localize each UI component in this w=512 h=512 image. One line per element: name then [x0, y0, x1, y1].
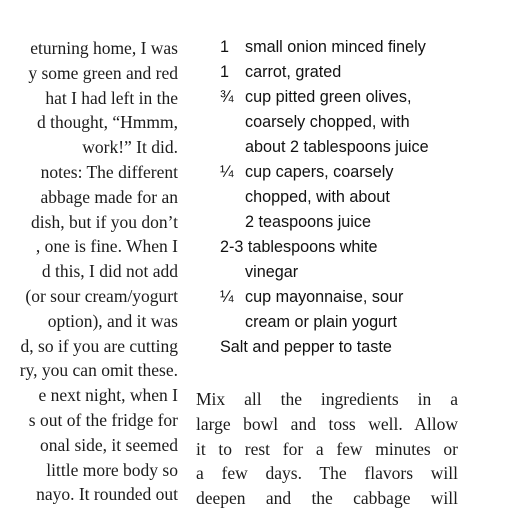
ingredient-line: cup pitted green olives,	[245, 88, 412, 106]
ingredient-description	[245, 35, 426, 60]
ingredient-item	[220, 235, 512, 285]
body-text-line: ry, you can omit these.	[19, 360, 178, 381]
ingredient-line: small onion minced finely	[245, 38, 426, 56]
instructions-line: deepen and the cabbage will	[196, 488, 458, 509]
ingredient-description	[245, 85, 429, 160]
ingredient-item	[220, 35, 512, 60]
body-text-line: hat I had left in the	[45, 87, 178, 108]
ingredient-description	[245, 60, 341, 85]
ingredient-item	[220, 85, 512, 160]
body-text-line: e next night, when I	[38, 385, 178, 406]
body-text-line: onal side, it seemed	[39, 434, 178, 455]
instructions-line: a few days. The flavors will	[196, 463, 458, 484]
ingredient-quantity: ¼	[220, 163, 234, 181]
instructions-line: large bowl and toss well. Allow	[196, 413, 458, 434]
ingredient-line: carrot, grated	[245, 63, 342, 81]
body-text-line: work!” It did.	[82, 137, 178, 158]
ingredient-line: about 2 tablespoons juice	[245, 138, 429, 156]
ingredient-quantity: 1	[220, 63, 230, 81]
ingredient-item	[220, 60, 512, 85]
ingredient-line: cup mayonnaise, sour	[245, 288, 404, 306]
body-text-line: , one is fine. When I	[35, 236, 178, 257]
body-text-line: (or sour cream/yogurt	[25, 285, 178, 306]
ingredient-item	[220, 160, 512, 235]
ingredient-item	[220, 335, 512, 360]
instructions-line: Mix all the ingredients in a	[196, 389, 458, 409]
ingredient-line: 2 teaspoons juice	[245, 213, 371, 231]
ingredient-quantity: ¾	[220, 88, 234, 106]
body-text-line: notes: The different	[40, 161, 178, 182]
ingredient-line: Salt and pepper to taste	[220, 338, 392, 356]
instructions-paragraph	[196, 387, 458, 511]
ingredient-quantity: 1	[220, 38, 230, 56]
body-text-line: d, so if you are cutting	[20, 335, 178, 356]
body-text-line: little more body so	[46, 459, 178, 480]
body-text-line: d thought, “Hmmm,	[37, 112, 178, 133]
body-text-line: s out of the fridge for	[28, 409, 178, 430]
ingredient-description	[245, 285, 403, 335]
ingredient-line: cup capers, coarsely	[245, 163, 394, 181]
body-text-line: nayo. It rounded out	[36, 484, 178, 505]
ingredient-line: coarsely chopped, with	[245, 113, 410, 131]
ingredient-list	[220, 35, 512, 360]
ingredient-line: cream or plain yogurt	[245, 313, 398, 331]
body-text-line: y some green and red	[28, 62, 178, 83]
body-text-line: abbage made for an	[40, 186, 178, 207]
body-text-line: eturning home, I was	[30, 38, 178, 58]
ingredient-item	[220, 285, 512, 335]
body-text-column	[0, 36, 178, 507]
ingredient-line: 2-3 tablespoons white	[220, 238, 378, 256]
body-text-line: dish, but if you don’t	[31, 211, 178, 232]
body-text-line: option), and it was	[47, 310, 178, 331]
instructions-line: it to rest for a few minutes or	[196, 438, 458, 459]
ingredient-quantity: ¼	[220, 288, 234, 306]
ingredient-line: chopped, with about	[245, 188, 390, 206]
ingredient-line: vinegar	[245, 263, 299, 281]
ingredient-description	[245, 160, 393, 235]
body-text-line: d this, I did not add	[41, 261, 178, 282]
